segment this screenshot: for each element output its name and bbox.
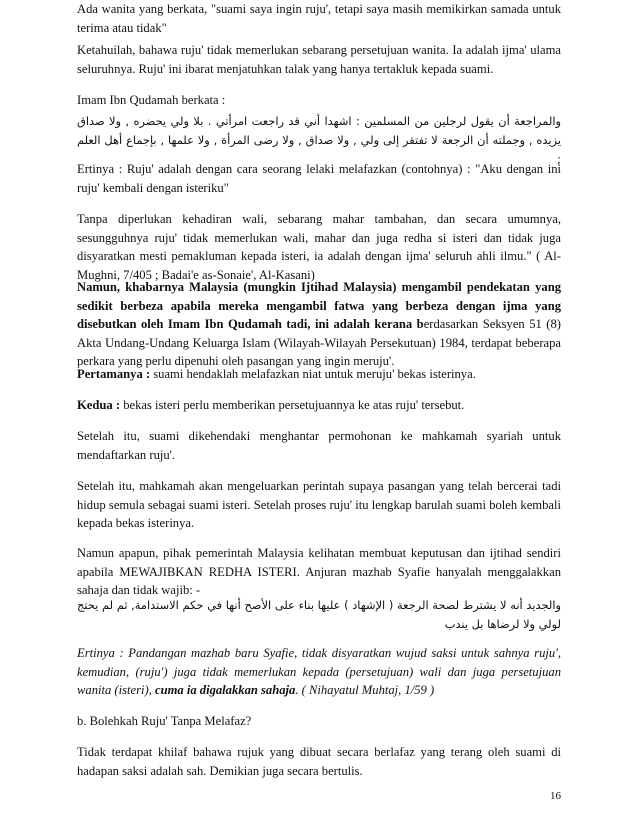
malaysia-approach-text: erdasarkan Seksyen 51 (8) Akta Undang-Undang Keluarga Islam (Wilayah-Wilayah Persekutuan) 1984, terdapat beberapa perkara yang perlu dipenuhi oleh pasangan yang ingin meruju'.: [77, 317, 561, 368]
paragraph-court-order: Setelah itu, mahkamah akan mengeluarkan perintah supaya pasangan yang telah bercerai tadi hidup semula sebagai suami isteri. Setelah proses ruju' itu lengkap barulah suami boleh kembali kepada bekas isterinya.: [77, 479, 561, 530]
paragraph-first-requirement: [77, 365, 561, 384]
second-requirement-label: Kedua :: [77, 398, 121, 412]
paragraph-translation-1: Ertinya : Ruju' adalah dengan cara seorang lelaki melafazkan (contohnya) : "Aku dengan ini ruju' kembali dengan isteriku": [77, 162, 561, 195]
page-number: 16: [550, 790, 561, 802]
translation-2-citation: . ( Nihayatul Muhtaj, 1/59 ): [295, 683, 435, 697]
translation-2-emphasis: cuma ia digalakkan sahaja: [155, 683, 296, 697]
first-requirement-label: Pertamanya :: [77, 367, 151, 381]
translation-2-text: Ertinya : Pandangan mazhab baru Syafie, tidak disyaratkan wujud saksi untuk sahnya ruju', kemudian, (ruju') juga tidak memerlukan kepada (persetujuan) wali dan juga persetujuan wanita (isteri),: [77, 646, 561, 697]
first-requirement-text: suami hendaklah melafazkan niat untuk meruju' bekas isterinya.: [150, 367, 476, 381]
paragraph-intro-quote: Ada wanita yang berkata, "suami saya ingin ruju', tetapi saya masih memikirkan samada untuk terima atau tidak": [77, 2, 561, 35]
paragraph-ibn-qudamah: Imam Ibn Qudamah berkata :: [77, 93, 226, 107]
malaysia-approach-bold: Namun, khabarnya Malaysia (mungkin Ijtihad Malaysia) mengambil pendekatan yang sedikit berbeza apabila mereka mengambil fatwa yang berbeza dengan ijma yang disebutkan oleh Imam Ibn Qudamah tadi, ini adalah kerana b: [77, 280, 561, 331]
paragraph-second-requirement: [77, 396, 561, 415]
paragraph-wife-consent: Namun apapun, pihak pemerintah Malaysia kelihatan membuat keputusan dan ijtihad sendiri apabila MEWAJIBKAN REDHA ISTERI. Anjuran mazhab Syafie hanyalah menggalakkan sahaja dan tidak wajib: -: [77, 546, 561, 597]
paragraph-malaysia-approach: [77, 278, 561, 371]
paragraph-translation-2: [77, 644, 561, 700]
paragraph-lafaz-valid: Tidak terdapat khilaf bahawa rujuk yang dibuat secara berlafaz yang terang oleh suami di hadapan saksi adalah sah. Demikian juga secara bertulis.: [77, 745, 561, 778]
paragraph-explanation: Tanpa diperlukan kehadiran wali, sebarang mahar tambahan, dan secara umumnya, sesungguhnya ruju' tidak memerlukan wali, mahar dan juga redha si isteri dan tidak juga disyaratkan mesti pemakluman kepada isteri, ia adalah dengan ijma' seluruh ahli ilmu." ( Al-Mughni, 7/405 ; Badai'e as-Sonaie', Al-Kasani): [77, 212, 561, 282]
paragraph-court-registration: Setelah itu, suami dikehendaki menghantar permohonan ke mahkamah syariah untuk mendaftarkan ruju'.: [77, 429, 561, 462]
paragraph-no-consent: Ketahuilah, bahawa ruju' tidak memerlukan sebarang persetujuan wanita. Ia adalah ijma' ulama seluruhnya. Ruju' ini ibarat menjatuhkan talak yang hanya tertakluk kepada suami.: [77, 43, 561, 76]
section-heading-b: b. Bolehkah Ruju' Tanpa Melafaz?: [77, 714, 252, 728]
arabic-quote-nihayah: والجديد أنه لا يشترط لصحة الرجعة ( الإشهاد ) عليها بناء على الأصح أنها في حكم الاستدامة, ثم لم يحتج لولي ولا لرضاها بل يندب: [77, 598, 561, 631]
second-requirement-text: bekas isteri perlu memberikan persetujuannya ke atas ruju' tersebut.: [120, 398, 465, 412]
arabic-quote-mughni: والمراجعة أن يقول لرجلين من المسلمين : اشهدا أني قد راجعت امرأتي . بلا ولي يحضره , ولا صداق يزيده , وجملته أن الرجعة لا تفتقر إلى ولي , ولا صداق , ولا رضى المرأة , ولا علمها , بإجماع أهل العلم ;: [77, 114, 561, 166]
